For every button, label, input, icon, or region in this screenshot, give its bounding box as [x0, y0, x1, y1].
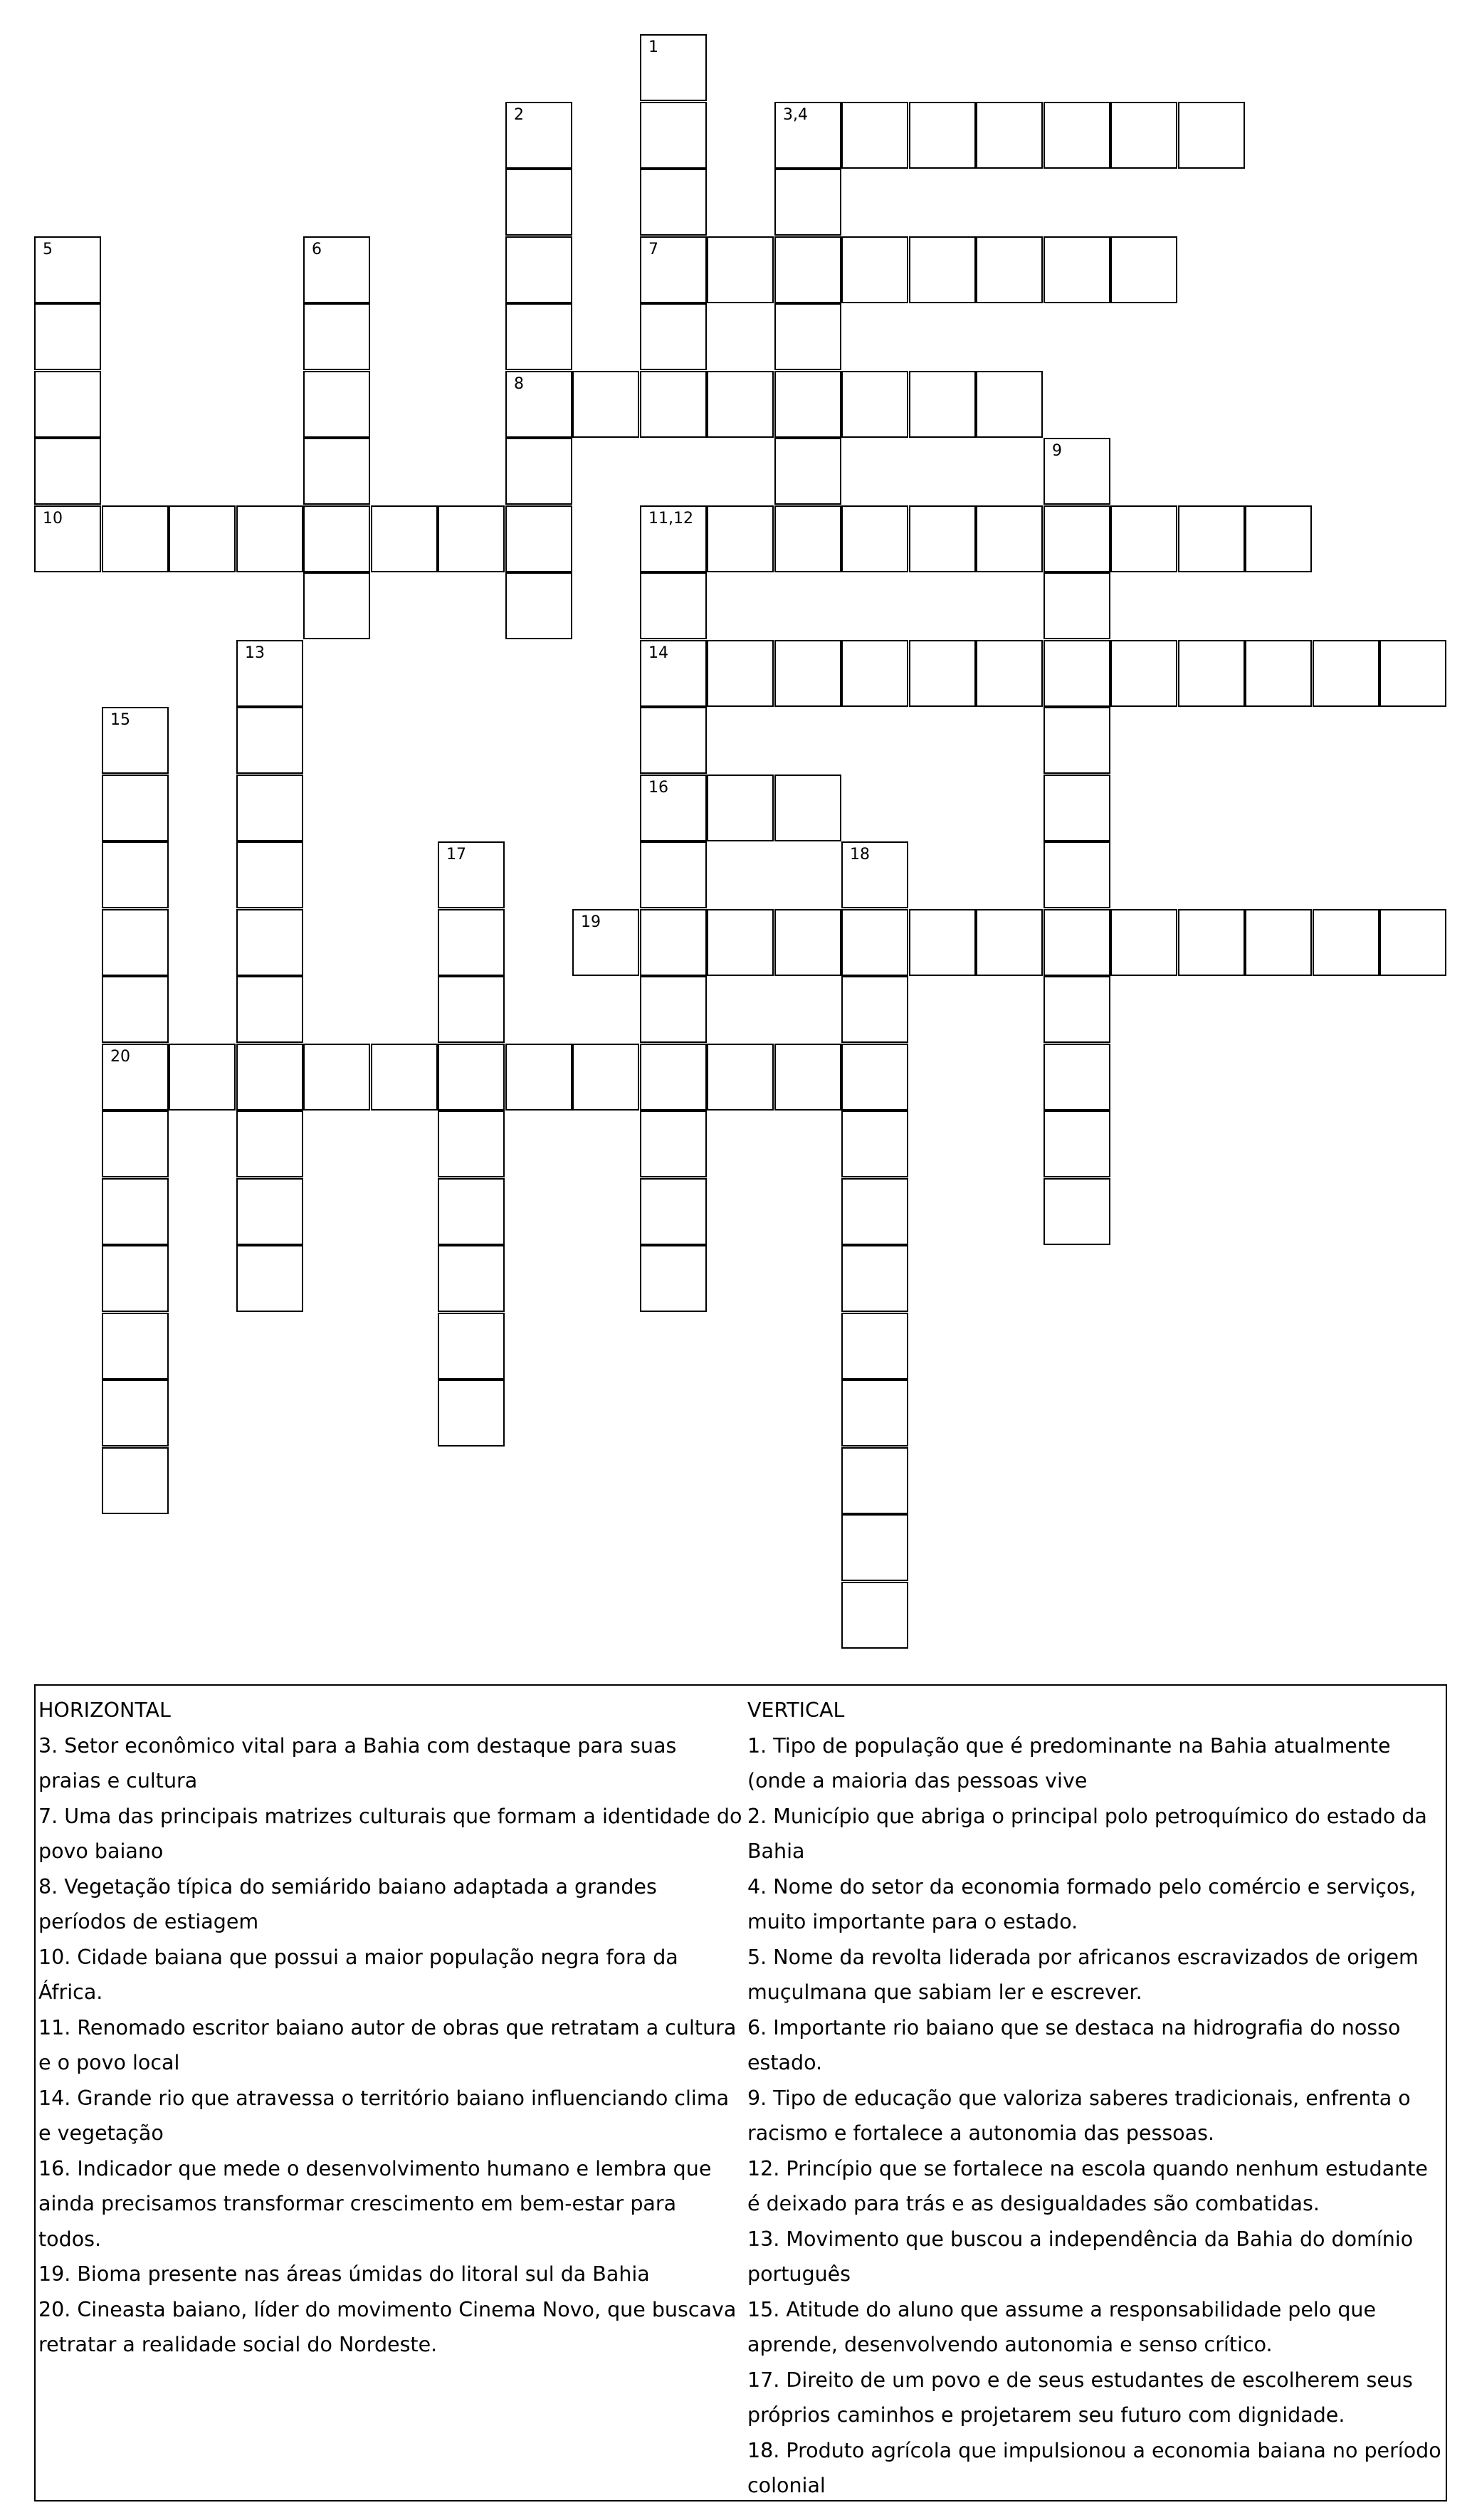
crossword-cell[interactable] [236, 775, 303, 841]
crossword-cell[interactable] [34, 303, 101, 370]
crossword-cell[interactable] [774, 775, 841, 841]
crossword-cell[interactable] [438, 505, 505, 572]
crossword-cell[interactable] [640, 34, 707, 101]
crossword-cell[interactable] [640, 976, 707, 1043]
clue-v5: 5. Nome da revolta liderada por africanos escravizados de origem muçulmana que sabiam ler e escrever. [747, 1945, 1419, 2004]
crossword-cell[interactable] [303, 505, 370, 572]
crossword-cell[interactable] [102, 1313, 169, 1380]
clue-number: 15 [110, 711, 130, 729]
crossword-cell[interactable] [640, 371, 707, 438]
crossword-cell[interactable] [976, 909, 1043, 976]
clue-v12: 12. Princípio que se fortalece na escola quando nenhum estudante é deixado para trás e as desigualdades são combatidas. [747, 2156, 1428, 2215]
crossword-cell[interactable] [1110, 102, 1177, 169]
crossword-cell[interactable] [438, 909, 505, 976]
crossword-cell[interactable] [1245, 640, 1312, 707]
crossword-cell[interactable] [774, 1044, 841, 1111]
crossword-cell[interactable] [438, 1111, 505, 1177]
clue-v6: 6. Importante rio baiano que se destaca na hidrografia do nosso estado. [747, 2015, 1401, 2074]
crossword-cell[interactable] [1379, 909, 1446, 976]
crossword-cell[interactable] [707, 775, 774, 841]
crossword-cell[interactable] [1245, 505, 1312, 572]
crossword-cell[interactable] [102, 505, 169, 572]
clue-number: 17 [446, 846, 466, 863]
crossword-cell[interactable] [1043, 102, 1110, 169]
crossword-cell[interactable] [640, 236, 707, 303]
crossword-cell[interactable] [102, 1044, 169, 1111]
crossword-cell[interactable] [841, 1514, 908, 1581]
crossword-cell[interactable] [841, 1447, 908, 1514]
crossword-cell[interactable] [438, 1313, 505, 1380]
crossword-cell[interactable] [438, 841, 505, 908]
crossword-cell[interactable] [707, 371, 774, 438]
crossword-cell[interactable] [102, 1245, 169, 1312]
clue-number: 19 [581, 913, 601, 931]
crossword-cell[interactable] [572, 909, 639, 976]
clue-number: 2 [514, 106, 524, 124]
clue-h11: 11. Renomado escritor baiano autor de obras que retratam a cultura e o povo local [38, 2015, 737, 2074]
crossword-cell[interactable] [236, 707, 303, 774]
crossword-cell[interactable] [102, 707, 169, 774]
crossword-cell[interactable] [1043, 1044, 1110, 1111]
crossword-cell[interactable] [303, 303, 370, 370]
crossword-cell[interactable] [841, 505, 908, 572]
crossword-cell[interactable] [438, 1178, 505, 1245]
crossword-cell[interactable] [505, 1044, 572, 1111]
clue-number: 5 [43, 241, 53, 258]
horizontal-heading: HORIZONTAL [38, 1699, 171, 1722]
crossword-cell[interactable] [707, 640, 774, 707]
clue-v18: 18. Produto agrícola que impulsionou a economia baiana no período colonial [747, 2438, 1441, 2497]
crossword-cell[interactable] [1110, 505, 1177, 572]
vertical-heading: VERTICAL [747, 1699, 845, 1722]
crossword-cell[interactable] [236, 1044, 303, 1111]
crossword-cell[interactable] [1043, 236, 1110, 303]
crossword-cell[interactable] [371, 505, 438, 572]
crossword-cell[interactable] [1313, 909, 1379, 976]
crossword-cell[interactable] [34, 505, 101, 572]
crossword-cell[interactable] [841, 640, 908, 707]
clue-number: 8 [514, 375, 524, 393]
crossword-cell[interactable] [841, 102, 908, 169]
crossword-cell[interactable] [1110, 909, 1177, 976]
crossword-cell[interactable] [774, 169, 841, 236]
clue-v17: 17. Direito de um povo e de seus estudantes de escolherem seus próprios caminhos e projetarem seu futuro com dignidade. [747, 2368, 1413, 2427]
horizontal-clues-column [38, 1693, 743, 2363]
crossword-cell[interactable] [505, 236, 572, 303]
clue-number: 9 [1052, 442, 1062, 460]
crossword-cell[interactable] [1043, 572, 1110, 639]
crossword-cell[interactable] [640, 102, 707, 169]
crossword-cell[interactable] [909, 909, 976, 976]
crossword-cell[interactable] [640, 572, 707, 639]
crossword-cell[interactable] [1178, 640, 1245, 707]
crossword-cell[interactable] [841, 1313, 908, 1380]
crossword-cell[interactable] [371, 1044, 438, 1111]
clue-h3: 3. Setor econômico vital para a Bahia com destaque para suas praias e cultura [38, 1733, 677, 1792]
clue-v9: 9. Tipo de educação que valoriza saberes tradicionais, enfrenta o racismo e fortalece a autonomia das pessoas. [747, 2086, 1411, 2145]
crossword-cell[interactable] [102, 841, 169, 908]
clue-h8: 8. Vegetação típica do semiárido baiano adaptada a grandes períodos de estiagem [38, 1874, 657, 1933]
crossword-cell[interactable] [976, 236, 1043, 303]
crossword-cell[interactable] [774, 371, 841, 438]
crossword-cell[interactable] [438, 1380, 505, 1447]
crossword-cell[interactable] [841, 1380, 908, 1447]
crossword-cell[interactable] [34, 236, 101, 303]
clue-v4: 4. Nome do setor da economia formado pelo comércio e serviços, muito importante para o estado. [747, 1874, 1416, 1933]
crossword-cell[interactable] [841, 1245, 908, 1312]
crossword-cell[interactable] [841, 1111, 908, 1177]
clue-number: 6 [312, 241, 322, 258]
clue-h16: 16. Indicador que mede o desenvolvimento humano e lembra que ainda precisamos transformar crescimento em bem-estar para todos. [38, 2156, 712, 2251]
crossword-cell[interactable] [976, 505, 1043, 572]
crossword-cell[interactable] [572, 371, 639, 438]
crossword-cell[interactable] [976, 371, 1043, 438]
clues-box [34, 1684, 1447, 2501]
crossword-cell[interactable] [841, 909, 908, 976]
clue-h20: 20. Cineasta baiano, líder do movimento Cinema Novo, que buscava retratar a realidade social do Nordeste. [38, 2297, 737, 2356]
crossword-cell[interactable] [102, 1178, 169, 1245]
crossword-cell[interactable] [841, 1582, 908, 1649]
crossword-cell[interactable] [169, 505, 236, 572]
crossword-cell[interactable] [707, 505, 774, 572]
crossword-cell[interactable] [505, 438, 572, 505]
crossword-cell[interactable] [102, 1447, 169, 1514]
clue-number: 10 [43, 510, 63, 527]
crossword-cell[interactable] [640, 303, 707, 370]
crossword-cell[interactable] [841, 1044, 908, 1111]
crossword-cell[interactable] [976, 640, 1043, 707]
crossword-cell[interactable] [236, 909, 303, 976]
crossword-cell[interactable] [707, 1044, 774, 1111]
crossword-cell[interactable] [1178, 102, 1245, 169]
crossword-cell[interactable] [572, 1044, 639, 1111]
crossword-cell[interactable] [1379, 640, 1446, 707]
crossword-cell[interactable] [1043, 438, 1110, 505]
crossword-cell[interactable] [640, 707, 707, 774]
crossword-cell[interactable] [505, 303, 572, 370]
crossword-cell[interactable] [640, 1044, 707, 1111]
crossword-cell[interactable] [640, 169, 707, 236]
crossword-cell[interactable] [774, 505, 841, 572]
crossword-cell[interactable] [909, 371, 976, 438]
crossword-cell[interactable] [236, 1111, 303, 1177]
crossword-cell[interactable] [774, 909, 841, 976]
crossword-cell[interactable] [236, 1245, 303, 1312]
clue-number: 16 [648, 779, 668, 797]
crossword-cell[interactable] [1110, 640, 1177, 707]
crossword-cell[interactable] [1245, 909, 1312, 976]
crossword-cell[interactable] [303, 572, 370, 639]
clue-h14: 14. Grande rio que atravessa o território baiano influenciando clima e vegetação [38, 2086, 730, 2145]
clue-h10: 10. Cidade baiana que possui a maior população negra fora da África. [38, 1945, 678, 2004]
clue-number: 14 [648, 644, 668, 662]
crossword-cell[interactable] [841, 371, 908, 438]
crossword-cell[interactable] [841, 1178, 908, 1245]
crossword-cell[interactable] [102, 1111, 169, 1177]
crossword-cell[interactable] [841, 841, 908, 908]
crossword-cell[interactable] [976, 102, 1043, 169]
crossword-cell[interactable] [1178, 505, 1245, 572]
clue-h7: 7. Uma das principais matrizes culturais que formam a identidade do povo baiano [38, 1804, 742, 1863]
crossword-cell[interactable] [640, 1178, 707, 1245]
crossword-cell[interactable] [909, 102, 976, 169]
crossword-cell[interactable] [303, 1044, 370, 1111]
clue-number: 11,12 [648, 510, 693, 527]
crossword-cell[interactable] [505, 169, 572, 236]
crossword-cell[interactable] [774, 102, 841, 169]
clue-number: 18 [850, 846, 870, 863]
crossword-cell[interactable] [1043, 841, 1110, 908]
crossword-cell[interactable] [236, 1178, 303, 1245]
crossword-cell[interactable] [707, 236, 774, 303]
crossword-cell[interactable] [1043, 976, 1110, 1043]
clue-number: 1 [648, 38, 658, 56]
crossword-cell[interactable] [774, 438, 841, 505]
crossword-cell[interactable] [909, 640, 976, 707]
crossword-cell[interactable] [1043, 505, 1110, 572]
clue-number: 3,4 [783, 106, 808, 124]
crossword-cell[interactable] [640, 1111, 707, 1177]
crossword-cell[interactable] [1043, 1178, 1110, 1245]
crossword-cell[interactable] [640, 505, 707, 572]
crossword-cell[interactable] [102, 775, 169, 841]
crossword-cell[interactable] [236, 505, 303, 572]
crossword-cell[interactable] [236, 976, 303, 1043]
crossword-cell[interactable] [841, 236, 908, 303]
crossword-cell[interactable] [438, 976, 505, 1043]
crossword-cell[interactable] [236, 841, 303, 908]
clue-v2: 2. Município que abriga o principal polo petroquímico do estado da Bahia [747, 1804, 1427, 1863]
crossword-cell[interactable] [640, 841, 707, 908]
crossword-cell[interactable] [438, 1245, 505, 1312]
crossword-cell[interactable] [303, 438, 370, 505]
clue-number: 7 [648, 241, 658, 258]
crossword-cell[interactable] [640, 775, 707, 841]
crossword-cell[interactable] [505, 572, 572, 639]
crossword-cell[interactable] [1043, 707, 1110, 774]
crossword-cell[interactable] [1043, 1111, 1110, 1177]
crossword-cell[interactable] [236, 640, 303, 707]
crossword-cell[interactable] [1043, 909, 1110, 976]
crossword-cell[interactable] [707, 909, 774, 976]
crossword-cell[interactable] [169, 1044, 236, 1111]
crossword-cell[interactable] [1313, 640, 1379, 707]
crossword-cell[interactable] [102, 976, 169, 1043]
clue-v15: 15. Atitude do aluno que assume a responsabilidade pelo que aprende, desenvolvendo autonomia e senso crítico. [747, 2297, 1377, 2356]
crossword-cell[interactable] [34, 371, 101, 438]
crossword-cell[interactable] [1043, 775, 1110, 841]
crossword-cell[interactable] [303, 236, 370, 303]
crossword-cell[interactable] [505, 102, 572, 169]
clue-number: 13 [245, 644, 265, 662]
crossword-cell[interactable] [303, 371, 370, 438]
crossword-cell[interactable] [102, 909, 169, 976]
vertical-clues-column [747, 1693, 1445, 2504]
crossword-cell[interactable] [505, 505, 572, 572]
clue-number: 20 [110, 1048, 130, 1066]
crossword-cell[interactable] [1043, 640, 1110, 707]
clue-h19: 19. Bioma presente nas áreas úmidas do litoral sul da Bahia [38, 2262, 650, 2286]
crossword-cell[interactable] [505, 371, 572, 438]
crossword-cell[interactable] [640, 640, 707, 707]
crossword-cell[interactable] [774, 303, 841, 370]
crossword-cell[interactable] [102, 1380, 169, 1447]
crossword-cell[interactable] [841, 976, 908, 1043]
crossword-cell[interactable] [1178, 909, 1245, 976]
crossword-cell[interactable] [909, 236, 976, 303]
crossword-cell[interactable] [774, 640, 841, 707]
crossword-cell[interactable] [1110, 236, 1177, 303]
crossword-cell[interactable] [34, 438, 101, 505]
crossword-cell[interactable] [909, 505, 976, 572]
clue-v1: 1. Tipo de população que é predominante na Bahia atualmente (onde a maioria das pessoas vive [747, 1733, 1391, 1792]
clue-v13: 13. Movimento que buscou a independência da Bahia do domínio português [747, 2227, 1414, 2286]
crossword-cell[interactable] [640, 1245, 707, 1312]
crossword-cell[interactable] [438, 1044, 505, 1111]
crossword-cell[interactable] [640, 909, 707, 976]
crossword-cell[interactable] [774, 236, 841, 303]
